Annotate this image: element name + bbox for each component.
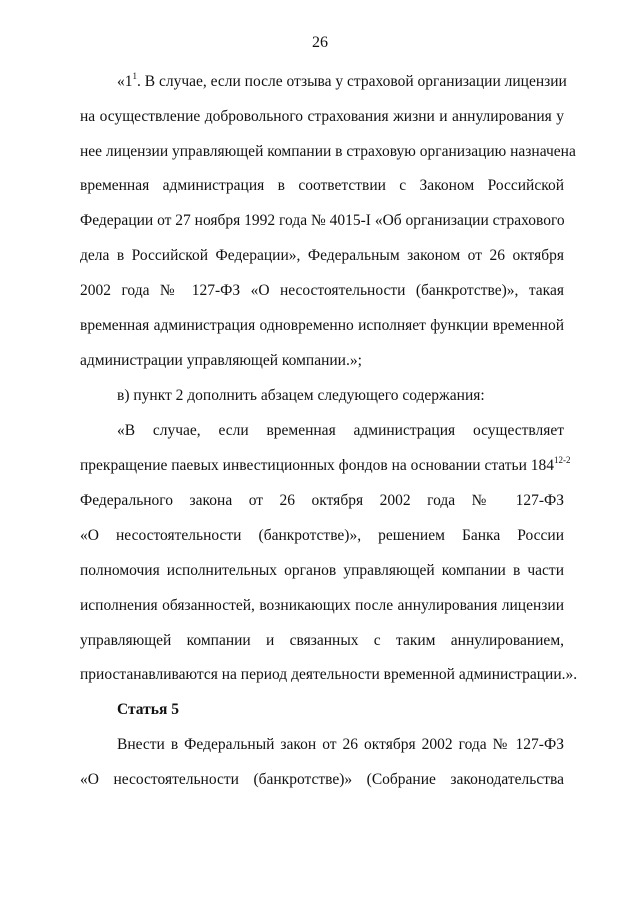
text-line: на осуществление добровольного страхования жизни и аннулирования у — [80, 108, 564, 125]
text-line: приостанавливаются на период деятельности временной администрации.». — [80, 666, 578, 683]
text-line: прекращение паевых инвестиционных фондов на основании статьи 184$^{12-2}$ — [80, 455, 571, 474]
text-line: Федерации от 27 ноября 1992 года № 4015-I «Об организации страхового — [80, 212, 565, 229]
page-number: 26 — [312, 34, 328, 51]
text-line: нее лицензии управляющей компании в страховую организацию назначена — [80, 143, 576, 160]
text-line: в) пункт 2 дополнить абзацем следующего содержания: — [117, 387, 485, 404]
text-line: «$1^1$. В случае, если после отзыва у страховой организации лицензии — [117, 71, 567, 90]
text-line: полномочия исполнительных органов управляющей компании в части — [80, 562, 564, 579]
text-line: временная администрация одновременно исполняет функции временной — [80, 317, 564, 334]
article-heading: Статья 5 — [117, 701, 179, 718]
text-line: исполнения обязанностей, возникающих после аннулирования лицензии — [80, 597, 564, 614]
text-line: управляющей компании и связанных с таким аннулированием, — [80, 632, 564, 649]
text-line: «О несостоятельности (банкротстве)» (Собрание законодательства — [80, 771, 564, 788]
text-line: Внести в Федеральный закон от 26 октября 2002 года № 127-ФЗ — [117, 736, 564, 753]
text-line: администрации управляющей компании.»; — [80, 352, 362, 369]
text-line: 2002 года № 127-ФЗ «О несостоятельности (банкротстве)», такая — [80, 282, 564, 299]
text-line: временная администрация в соответствии с Законом Российской — [80, 177, 564, 194]
text-line: «В случае, если временная администрация осуществляет — [117, 422, 564, 439]
text-line: Федерального закона от 26 октября 2002 года № 127-ФЗ — [80, 492, 564, 509]
text-line: дела в Российской Федерации», Федеральным законом от 26 октября — [80, 247, 564, 264]
text-line: «О несостоятельности (банкротстве)», решением Банка России — [80, 527, 564, 544]
